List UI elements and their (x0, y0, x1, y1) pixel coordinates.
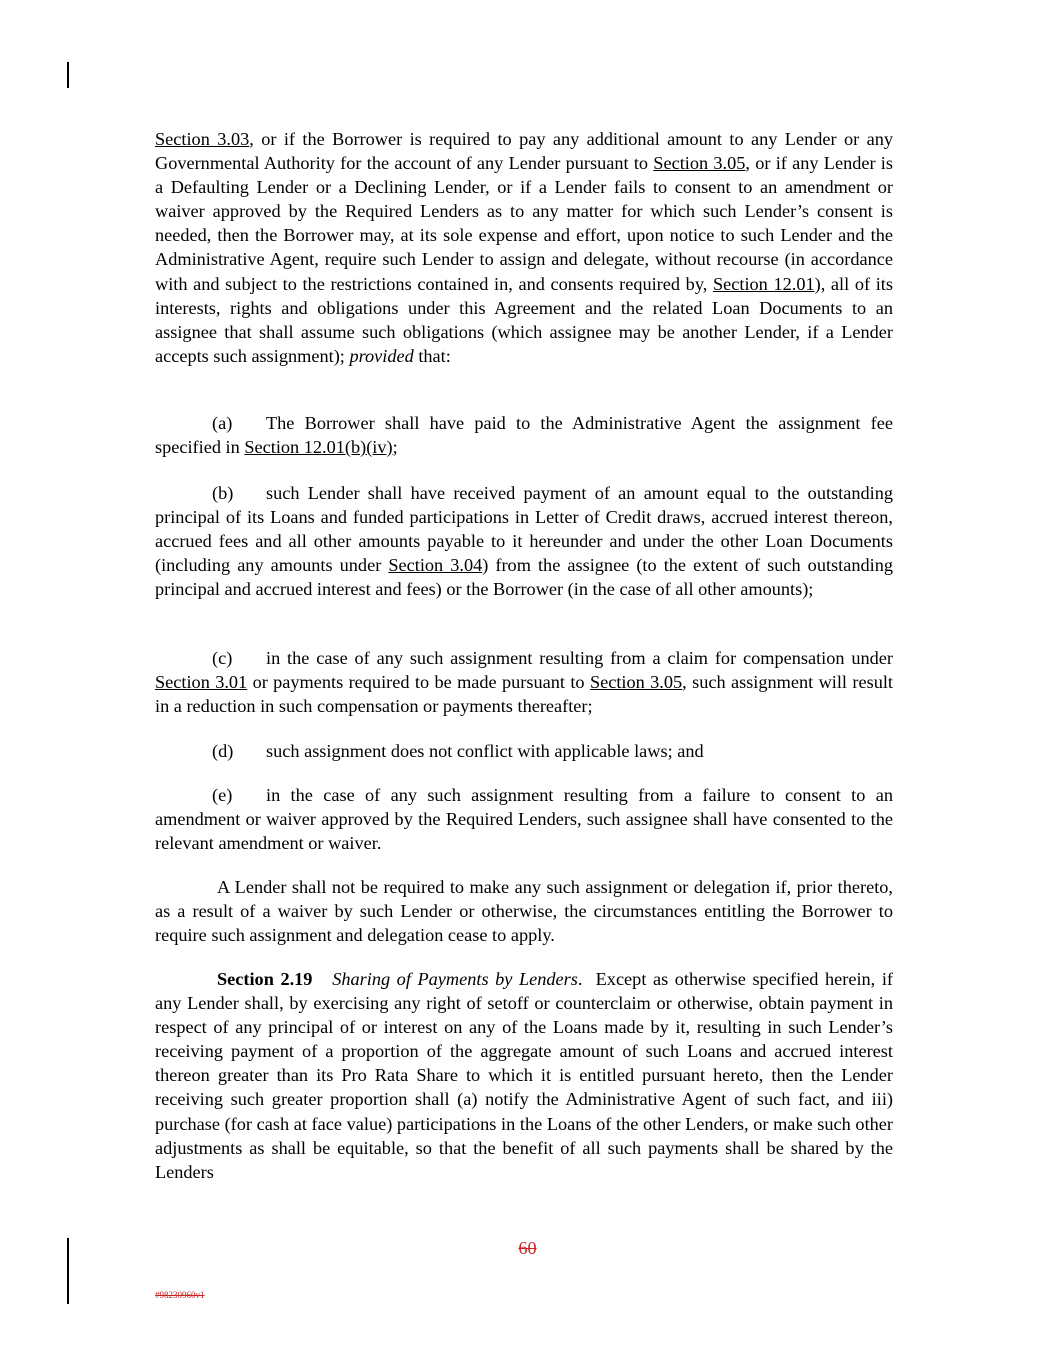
section-2-19-title: Sharing of Payments by Lenders (332, 969, 578, 989)
clause-a-text-1: The Borrower shall have paid to the Administrative Agent the assignment fee specified in (155, 413, 893, 458)
page-number: 60 (518, 1238, 537, 1258)
clause-d-text-1: such assignment does not conflict with applicable laws; and (266, 741, 704, 761)
intro-text-2: , or if any Lender is a Defaulting Lender or a Declining Lender, or if a Lender fails to consent to an amendment or waiver approved by the Required Lenders as to any matter for which such Lender’s consent is needed, then the Borrower may, at its sole expense and effort, upon notice to such Lender and the Administrative Agent, require such Lender to assign and delegate, without recourse (in accordance with and subject to the restrictions contained in, and consents required by, (155, 153, 893, 294)
clause-c-text-3: , such assignment will result in a reduction in such compensation or payments thereafter; (155, 672, 893, 717)
clause-b (155, 481, 893, 601)
clause-c-text-2: or payments required to be made pursuant to (247, 672, 590, 693)
section-3-04-ref: Section 3.04 (388, 555, 483, 576)
clause-c (155, 646, 893, 718)
section-2-19-title-end: . (577, 969, 583, 989)
clause-e-text-1: in the case of any such assignment resulting from a failure to consent to an amendment or waiver approved by the Required Lenders, such assignee shall have consented to the relevant amendment or waiver. (155, 785, 893, 854)
clause-a-label: (a) (212, 413, 233, 433)
section-3-01-ref: Section 3.01 (155, 672, 248, 693)
clause-a-text-2: ; (392, 437, 398, 458)
provided-term: provided (349, 345, 414, 366)
clause-d (155, 739, 893, 763)
clause-a (155, 411, 893, 459)
clause-c-text-1: in the case of any such assignment resulting from a claim for compensation under (266, 648, 893, 668)
section-12-01-b-iv-ref: Section 12.01(b)(iv) (244, 437, 393, 458)
document-id: #98230960v1 (155, 1290, 205, 1300)
clause-d-label: (d) (212, 741, 234, 761)
section-2-19-number: Section 2.19 (217, 969, 313, 989)
intro-paragraph (155, 127, 893, 368)
clause-b-text-1: such Lender shall have received payment of an amount equal to the outstanding principal of its Loans and funded participations in Letter of Credit draws, accrued interest thereon, accrued fees and all other amounts payable to it hereunder and under the other Loan Documents (including any amounts under (155, 483, 893, 576)
clause-e-label: (e) (212, 785, 233, 805)
clause-e (155, 783, 893, 855)
section-3-05-ref-c: Section 3.05 (589, 672, 683, 693)
closing-paragraph (155, 875, 893, 947)
intro-text-3: ), all of its interests, rights and obligations under this Agreement and the related Loan Documents to an assignee that shall assume such obligations (which assignee may be another Lender, if a Lender accepts such assignment); (155, 273, 893, 366)
intro-text-1: , or if the Borrower is required to pay any additional amount to any Lender or any Governmental Authority for the account of any Lender pursuant to (155, 129, 893, 174)
section-2-19-text: Except as otherwise specified herein, if any Lender shall, by exercising any right of setoff or counterclaim or otherwise, obtain payment in respect of any principal of or interest on any of the Loans made by it, resulting in such Lender’s receiving payment of a proportion of the aggregate amount of such Loans and accrued interest thereon greater than its Pro Rata Share to which it is entitled pursuant hereto, then the Lender receiving such greater proportion shall (a) notify the Administrative Agent of such fact, and iii) purchase (for cash at face value) participations in the Loans of the other Lenders, or make such other adjustments as shall be equitable, so that the benefit of all such payments shall be shared by the Lenders (155, 969, 894, 1182)
section-3-03-ref: Section 3.03 (155, 129, 250, 149)
clause-b-label: (b) (212, 483, 234, 503)
change-bar-top (67, 62, 69, 88)
clause-b-text-2: ) from the assignee (to the extent of such outstanding principal and accrued interest and fees) or the Borrower (in the case of all other amounts); (155, 555, 893, 600)
section-12-01-ref: Section 12.01 (712, 273, 815, 294)
closing-paragraph-text: A Lender shall not be required to make any such assignment or delegation if, prior thereto, as a result of a waiver by such Lender or otherwise, the circumstances entitling the Borrower to require such assignment and delegation cease to apply. (155, 877, 893, 946)
section-2-19-paragraph (155, 967, 893, 1184)
intro-text-4: that: (413, 345, 451, 366)
clause-c-label: (c) (212, 648, 233, 668)
section-3-05-ref: Section 3.05 (653, 153, 746, 174)
